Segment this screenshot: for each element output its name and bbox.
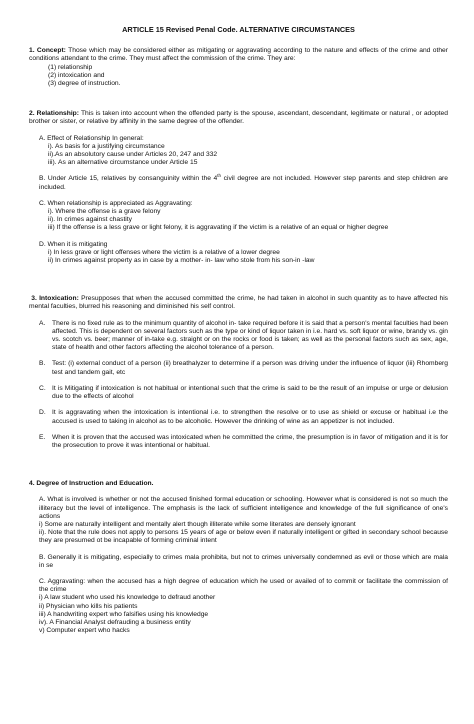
document-title: ARTICLE 15 Revised Penal Code. ALTERNATIVE CIRCUMSTANCES — [122, 25, 355, 34]
relationship-a-label: A. Effect of Relationship In general: — [39, 134, 144, 142]
relationship-c-label: C. When relationship is appreciated as Aggravating: — [39, 199, 193, 207]
intoxication-item — [39, 360, 448, 376]
intoxication-text: Presupposes that when the accused committed the crime, he had taken in alcohol in such quantity as to have affected his mental faculties, blurred his reasoning and diminished his self control. — [29, 295, 449, 311]
item-text: When it is proven that the accused was intoxicated when he committed the crime, the presumption is in favor of mitigation and it is for the prosecution to prove it was intentional or habitual. — [52, 433, 448, 449]
intoxication-paragraph — [29, 295, 448, 311]
relationship-text: This is taken into account when the offended party is the spouse, ascendant, descendant, legitimate or natural , or adopted brother or sister, or relative by affinity in the same degree of the offender. — [29, 110, 448, 126]
concept-heading: 1. Concept: — [29, 47, 66, 55]
intoxication-item — [39, 434, 448, 450]
intoxication-item — [39, 320, 448, 353]
relationship-b-pre: B. Under Article 15, relatives by consanguinity within the 4 — [39, 175, 218, 183]
education-c-item: iv). A Financial Analyst defrauding a business entity — [39, 618, 191, 626]
relationship-a-item: iii). As an alternative circumstance under Article 15 — [48, 159, 198, 167]
relationship-b-sup: th — [217, 173, 222, 179]
relationship-c-item: iii) If the offense is a less grave or light felony, it is aggravating if the victim is a relative of an equal or higher degree — [48, 224, 389, 232]
education-b-paragraph: B. Generally it is mitigating, especially to crimes mala prohibita, but not to crimes universally condemned as evil or those which are mala in se — [39, 553, 448, 569]
intoxication-item — [39, 385, 448, 401]
item-text: There is no fixed rule as to the minimum quantity of alcohol in- take required before it is said that a person's mental faculties had been affected. This is dependent on several factors such as the type or kind of liquor taken in i.e. hard vs. soft liquor or wine, brandy vs. gin vs. scotch vs. beer; manner of in-take e.g. straight or on the rocks or food is taken; as well as the personal factors such as sex, age, state of health and other factors affecting the alcohol tolerance of a person. — [52, 319, 448, 352]
relationship-c-item: i). Where the offense is a grave felony — [48, 208, 161, 216]
relationship-c-item: ii). In crimes against chastity — [48, 216, 132, 224]
concept-list-item: (2) intoxication and — [48, 71, 105, 79]
education-c-item: v) Computer expert who hacks — [39, 627, 130, 635]
education-c-item: ii) Physician who kills his patients — [39, 602, 138, 610]
education-a-item: ii). Note that the rule does not apply to persons 15 years of age or below even if naturally intelligent or gifted in secondary school because they are presumed ot be incapable of forming criminal intent — [39, 529, 448, 545]
education-a-paragraph: A. What is involved is whether or not the accused finished formal education or schooling. However what is considered is not so much the illiteracy but the level of intelligence. The emphasis is the lack of sufficient intelligence and knowledge of the full significance of one's actions — [39, 496, 448, 520]
relationship-paragraph — [29, 110, 448, 126]
relationship-d-item: i) In less grave or light offenses where the victim is a relative of a lower degree — [48, 248, 280, 256]
concept-list-item: (1) relationship — [48, 63, 93, 71]
relationship-b-post: civil degree are not included. However step parents and step children are included. — [39, 175, 448, 191]
education-a-item: i) Some are naturally intelligent and mentally alert though illiterate while some literates are densely ignorant — [39, 520, 356, 528]
item-label: E. — [39, 433, 46, 441]
item-label: B. — [39, 360, 46, 368]
education-c-paragraph: C. Aggravating: when the accused has a high degree of education which he used or availed of to commit or facilitate the commission of the crime — [39, 577, 448, 594]
relationship-d-item: ii) In crimes against property as in case by a mother- in- law who stole from his son-in -law — [48, 257, 315, 265]
item-text: Test: (i) external conduct of a person (ii) breathalyzer to determine if a person was driving under the influence of liquor (iii) Rhomberg test and tandem gait, etc — [52, 360, 448, 376]
education-c-item: i) A law student who used his knowledge to defraud another — [39, 594, 216, 602]
relationship-a-item: ii).As an absolutory cause under Articles 20, 247 and 332 — [48, 151, 218, 159]
relationship-d-label: D. When it is mitigating — [39, 240, 108, 248]
intoxication-heading: 3. Intoxication: — [31, 295, 79, 303]
intoxication-item — [39, 409, 448, 425]
concept-list-item: (3) degree of instruction. — [48, 80, 121, 88]
concept-paragraph — [29, 47, 448, 63]
item-label: A. — [39, 319, 46, 327]
item-label: D. — [39, 409, 46, 417]
relationship-heading: 2. Relationship: — [29, 110, 79, 118]
item-text: It is aggravating when the intoxication is intentional i.e. to strengthen the resolve or to use as shield or excuse or habitual i.e the accused is used to taking in alcohol as to be alcoholic. However the drinking of wine as an appetizer is not included. — [52, 409, 448, 425]
relationship-b-paragraph — [39, 175, 448, 191]
concept-text: Those which may be considered either as mitigating or aggravating according to the nature and effects of the crime and other conditions attendant to the crime. They must affect the commission of the crime. They are: — [29, 47, 448, 63]
relationship-a-item: i). As basis for a justifying circumstance — [48, 142, 165, 150]
item-label: C. — [39, 384, 46, 392]
education-c-item: iii) A handwriting expert who falsifies using his knowledge — [39, 610, 209, 618]
education-heading: 4. Degree of Instruction and Education. — [29, 480, 154, 488]
item-text: It is Mitigating if intoxication is not habitual or intentional such that the crime is said to be the result of an impulse or urge or delusion due to the effects of alcohol — [52, 384, 448, 401]
